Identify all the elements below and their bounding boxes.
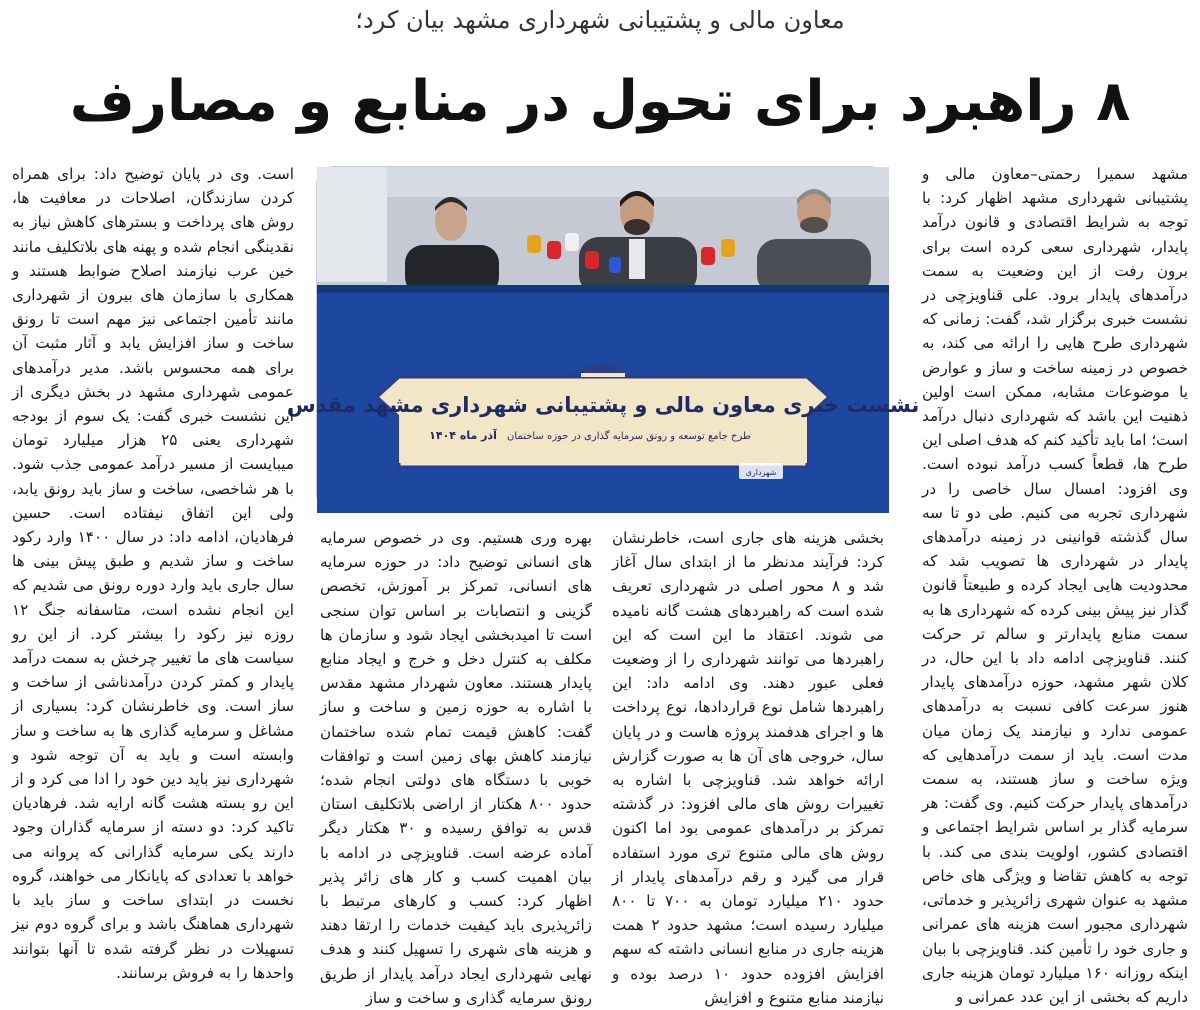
article-kicker: معاون مالی و پشتیبانی شهرداری مشهد بیان کرد؛: [355, 6, 845, 34]
banner-logo: شهرداری: [745, 468, 777, 477]
article-headline: ۸ راهبرد برای تحول در منابع و مصارف: [69, 69, 1131, 134]
column-4-text: است. وی در پایان توضیح داد: برای همراه کردن سازندگان، اصلاحات در معافیت ها، روش های پرداخت و بسترهای کاهش نیاز به نقدینگی انجام شده و پهنه های بلاتکلیف مانند خین عرب نیازمند اصلاح ضوابط هستند و همکاری با سازمان های بیرون از شهرداری مانند تأمین اجتماعی نیز مهم است تا رونق ساخت و ساز افزایش یابد و آثار مثبت آن برای همه محسوس باشد. مدیر درآمدهای عمومی شهرداری مشهد در بخش دیگری از این نشست خبری گفت: یک سوم از بودجه شهرداری یعنی ۲۵ هزار میلیارد تومان میبایست از مسیر درآمد عمومی جذب شود. با هر شاخصی، ساخت و ساز باید رونق یابد، ولی این اتفاق نیفتاده است. حسین فرهادیان، ادامه داد: در سال ۱۴۰۰ وارد رکود ساخت و ساز شدیم و طبق پیش بینی ها سال جاری باید وارد دوره رونق می شدیم که این انجام نشده است، متاسفانه جنگ ۱۲ روزه نیز رکود را بیشتر کرد. از این رو سیاست های ما تغییر چرخش به سمت درآمد پایدار و کمتر کردن درآمدناشی از ساخت و ساز است. وی خاطرنشان کرد: بسیاری از مشاغل و سرمایه گذاری ها به ساخت و ساز وابسته است و باید به آن توجه شود و شهرداری نیز باید دین خود را ادا می کرد و از این رو بسته هشت گانه ارایه شد. فرهادیان تاکید کرد: دو دسته از سرمایه گذاران وجود دارند یکی سرمایه گذارانی که پروانه می خواهد با تعدادی که پایانکار می خواهند، گروه نخست در ابتدای ساخت و ساز باید با شهرداری هماهنگ باشد و برای گروه دوم نیز تسهیلات در نظر گرفته شده تا آنها بتوانند واحدها را به فروش برسانند.: [12, 165, 295, 982]
press-conference-photo: [286, 166, 920, 512]
article-column-1: [922, 162, 1188, 1006]
article-column-4: [12, 162, 295, 982]
column-2-text: بخشی هزینه های جاری است، خاطرنشان کرد: فرآیند مدنظر ما از ابتدای سال آغاز شد و ۸ محور اصلی در شهرداری تعریف شده است که راهبردهای هشت گانه نامیده می شوند. اعتقاد ما این است که این راهبردها می توانند شهرداری را از وضعیت فعلی عبور دهند. وی ادامه داد: این راهبردها شامل نوع قراردادها، نوع پرداخت ها و اجرای هدفمند پروژه هاست و در پایان سال، خروجی های آن ها به صورت گزارش ارائه خواهد شد. قناویزچی با اشاره به تغییرات روش های مالی افزود: در گذشته تمرکز بر درآمدهای عمومی بود اما اکنون روش های مالی متنوع تری مورد استفاده قرار می گیرد و رقم درآمدهای پایدار از حدود ۲۱۰ میلیارد تومان به ۷۰۰ تا ۸۰۰ میلیارد رسیده است؛ مشهد حدود ۲ همت هزینه جاری در منابع انسانی داشته که سهم افزایش افزوده حدود ۱۰ درصد بوده و نیازمند منابع متنوع و افزایش: [612, 529, 885, 1007]
column-3-text: بهره وری هستیم. وی در خصوص سرمایه های انسانی توضیح داد: در حوزه سرمایه های انسانی، تمرکز بر آموزش، تخصص گزینی و انتصابات بر اساس توان سنجی است تا امیدبخشی ایجاد شود و سازمان ها مکلف به کنترل دخل و خرج و ایجاد منابع پایدار هستند. معاون شهردار مشهد مقدس با اشاره به حوزه زمین و ساخت و ساز گفت: کاهش قیمت تمام شده ساختمان نیازمند کاهش بهای زمین است و توافقات خوبی با دستگاه های دولتی انجام شده؛ حدود ۸۰۰ هکتار از اراضی بلاتکلیف استان قدس به توافق رسیده و ۳۰ هکتار دیگر آماده عرضه است. قناویزچی در ادامه با بیان اهمیت کسب و کار های زائر پذیر اظهار کرد: کسب و کارهای مرتبط با زائرپذیری باید کیفیت خدمات را ارتقا دهند و هزینه های شهری را تسهیل کنند و هدف نهایی شهرداری ایجاد درآمد پایدار از طریق رونق سرمایه گذاری و ساخت و ساز: [320, 529, 592, 1007]
banner-title: نشست خبری معاون مالی و پشتیبانی شهرداری مشهد مقدس: [286, 393, 920, 417]
article-column-2: [612, 526, 885, 1007]
article-column-3: [320, 526, 592, 1007]
banner-date: آذر ماه ۱۴۰۴: [429, 429, 497, 442]
column-1-text: مشهد سمیرا رحمتی–معاون مالی و پشتیبانی شهرداری مشهد اظهار کرد: با توجه به شرایط اقتصادی و قانون درآمد پایدار، شهرداری سعی کرده است برای برون رفت از این وضعیت به سمت درآمدهای پایدار برود. علی قناویزچی در نشست خبری برگزار شد، گفت: زمانی که شهرداری طرح هایی را ارائه می کند، به خصوص در زمینه ساخت و ساز و عوارض یا موضوعات مشابه، ممکن است اولین ذهنیت این باشد که شهرداری دنبال درآمد است؛ اما باید تأکید کنم که هدف اصلی این طرح ها، قطعاً کسب درآمد نبوده است. وی افزود: امسال سال خاصی را در شهرداری تجربه می کنیم. طی دو تا سه سال گذشته قوانینی در زمینه درآمدهای پایدار در شهرداری ها تصویب شد که محدودیت هایی ایجاد کرده و طبیعتاً قانون گذار نیز پیش بینی کرده که شهرداری ها به سمت منابع پایدارتر و سالم تر حرکت کنند. قناویزچی ادامه داد با این حال، در کلان شهر مشهد، حوزه درآمدهای پایدار هنوز سرعت کافی نسبت به درآمدهای عمومی ندارد و نیازمند یک زمان میان مدت است. باید از سمت درآمدهایی که ویژه ساخت و ساز هستند، به سمت درآمدهای پایدار حرکت کنیم. وی گفت: هر سرمایه گذار بر اساس شرایط اجتماعی و اقتصادی کشور، اولویت بندی می کند. با توجه به کاهش تقاضا و ویژگی های خاص مشهد به عنوان شهری زائرپذیر و خدماتی، شهرداری مجبور است هزینه های عمرانی و جاری خود را تأمین کند. قناویزچی با بیان اینکه روزانه ۱۶۰ میلیارد تومان هزینه جاری داریم که بخشی از این عدد عمرانی و: [922, 165, 1188, 1006]
photo-illustration: [286, 167, 920, 513]
banner-subtitle: طرح جامع توسعه و رونق سرمایه گذاری در حوزه ساختمان: [507, 431, 751, 442]
